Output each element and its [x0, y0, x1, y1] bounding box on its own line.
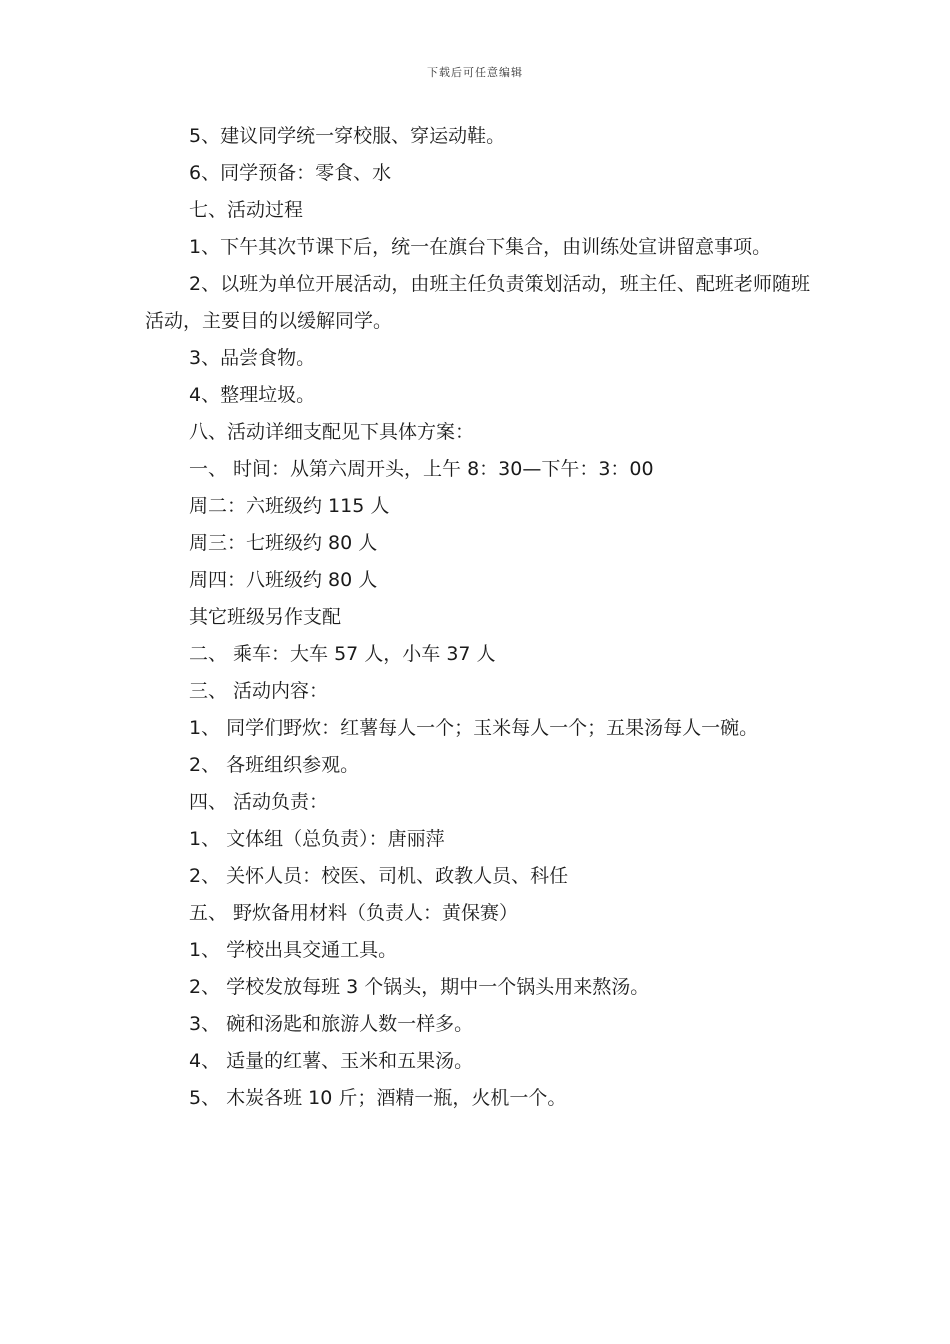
- document-body: [145, 118, 810, 1117]
- paragraph-2: 6、同学预备：零食、水: [189, 162, 392, 184]
- content-item-1: 1、 同学们野炊：红薯每人一个；玉米每人一个；五果汤每人一碗。: [189, 717, 759, 739]
- paragraph-3: 1、下午其次节课下后，统一在旗台下集合，由训练处宣讲留意事项。: [189, 236, 772, 258]
- schedule-wednesday: 周三：七班级约 80 人: [189, 532, 378, 554]
- schedule-thursday: 周四：八班级约 80 人: [189, 569, 378, 591]
- schedule-tuesday: 周二：六班级约 115 人: [189, 495, 390, 517]
- responsible-item-1: 1、 文体组（总负责）：唐丽萍: [189, 828, 445, 850]
- section-heading-7: 七、活动过程: [189, 199, 304, 221]
- page-header: 下载后可任意编辑: [427, 66, 523, 79]
- plan-time: 一、 时间：从第六周开头，上午 8：30—下午：3：00: [189, 458, 654, 480]
- schedule-other: 其它班级另作支配: [189, 606, 342, 628]
- materials-item-4: 4、 适量的红薯、玉米和五果汤。: [189, 1050, 474, 1072]
- plan-content-heading: 三、 活动内容：: [189, 680, 329, 702]
- plan-materials-heading: 五、 野炊备用材料（负责人：黄保赛）: [189, 902, 519, 924]
- paragraph-4: 2、以班为单位开展活动，由班主任负责策划活动，班主任、配班老师随班活动，主要目的以缓解同学。: [145, 273, 810, 332]
- materials-item-5: 5、 木炭各班 10 斤；酒精一瓶，火机一个。: [189, 1087, 567, 1109]
- responsible-item-2: 2、 关怀人员：校医、司机、政教人员、科任: [189, 865, 569, 887]
- materials-item-3: 3、 碗和汤匙和旅游人数一样多。: [189, 1013, 474, 1035]
- paragraph-1: 5、建议同学统一穿校服、穿运动鞋。: [189, 125, 506, 147]
- content-item-2: 2、 各班组织参观。: [189, 754, 360, 776]
- section-heading-8: 八、活动详细支配见下具体方案：: [189, 421, 475, 443]
- materials-item-2: 2、 学校发放每班 3 个锅头，期中一个锅头用来熬汤。: [189, 976, 650, 998]
- materials-item-1: 1、 学校出具交通工具。: [189, 939, 398, 961]
- plan-responsible-heading: 四、 活动负责：: [189, 791, 329, 813]
- paragraph-5: 3、品尝食物。: [189, 347, 316, 369]
- paragraph-6: 4、整理垃圾。: [189, 384, 316, 406]
- plan-transport: 二、 乘车：大车 57 人，小车 37 人: [189, 643, 496, 665]
